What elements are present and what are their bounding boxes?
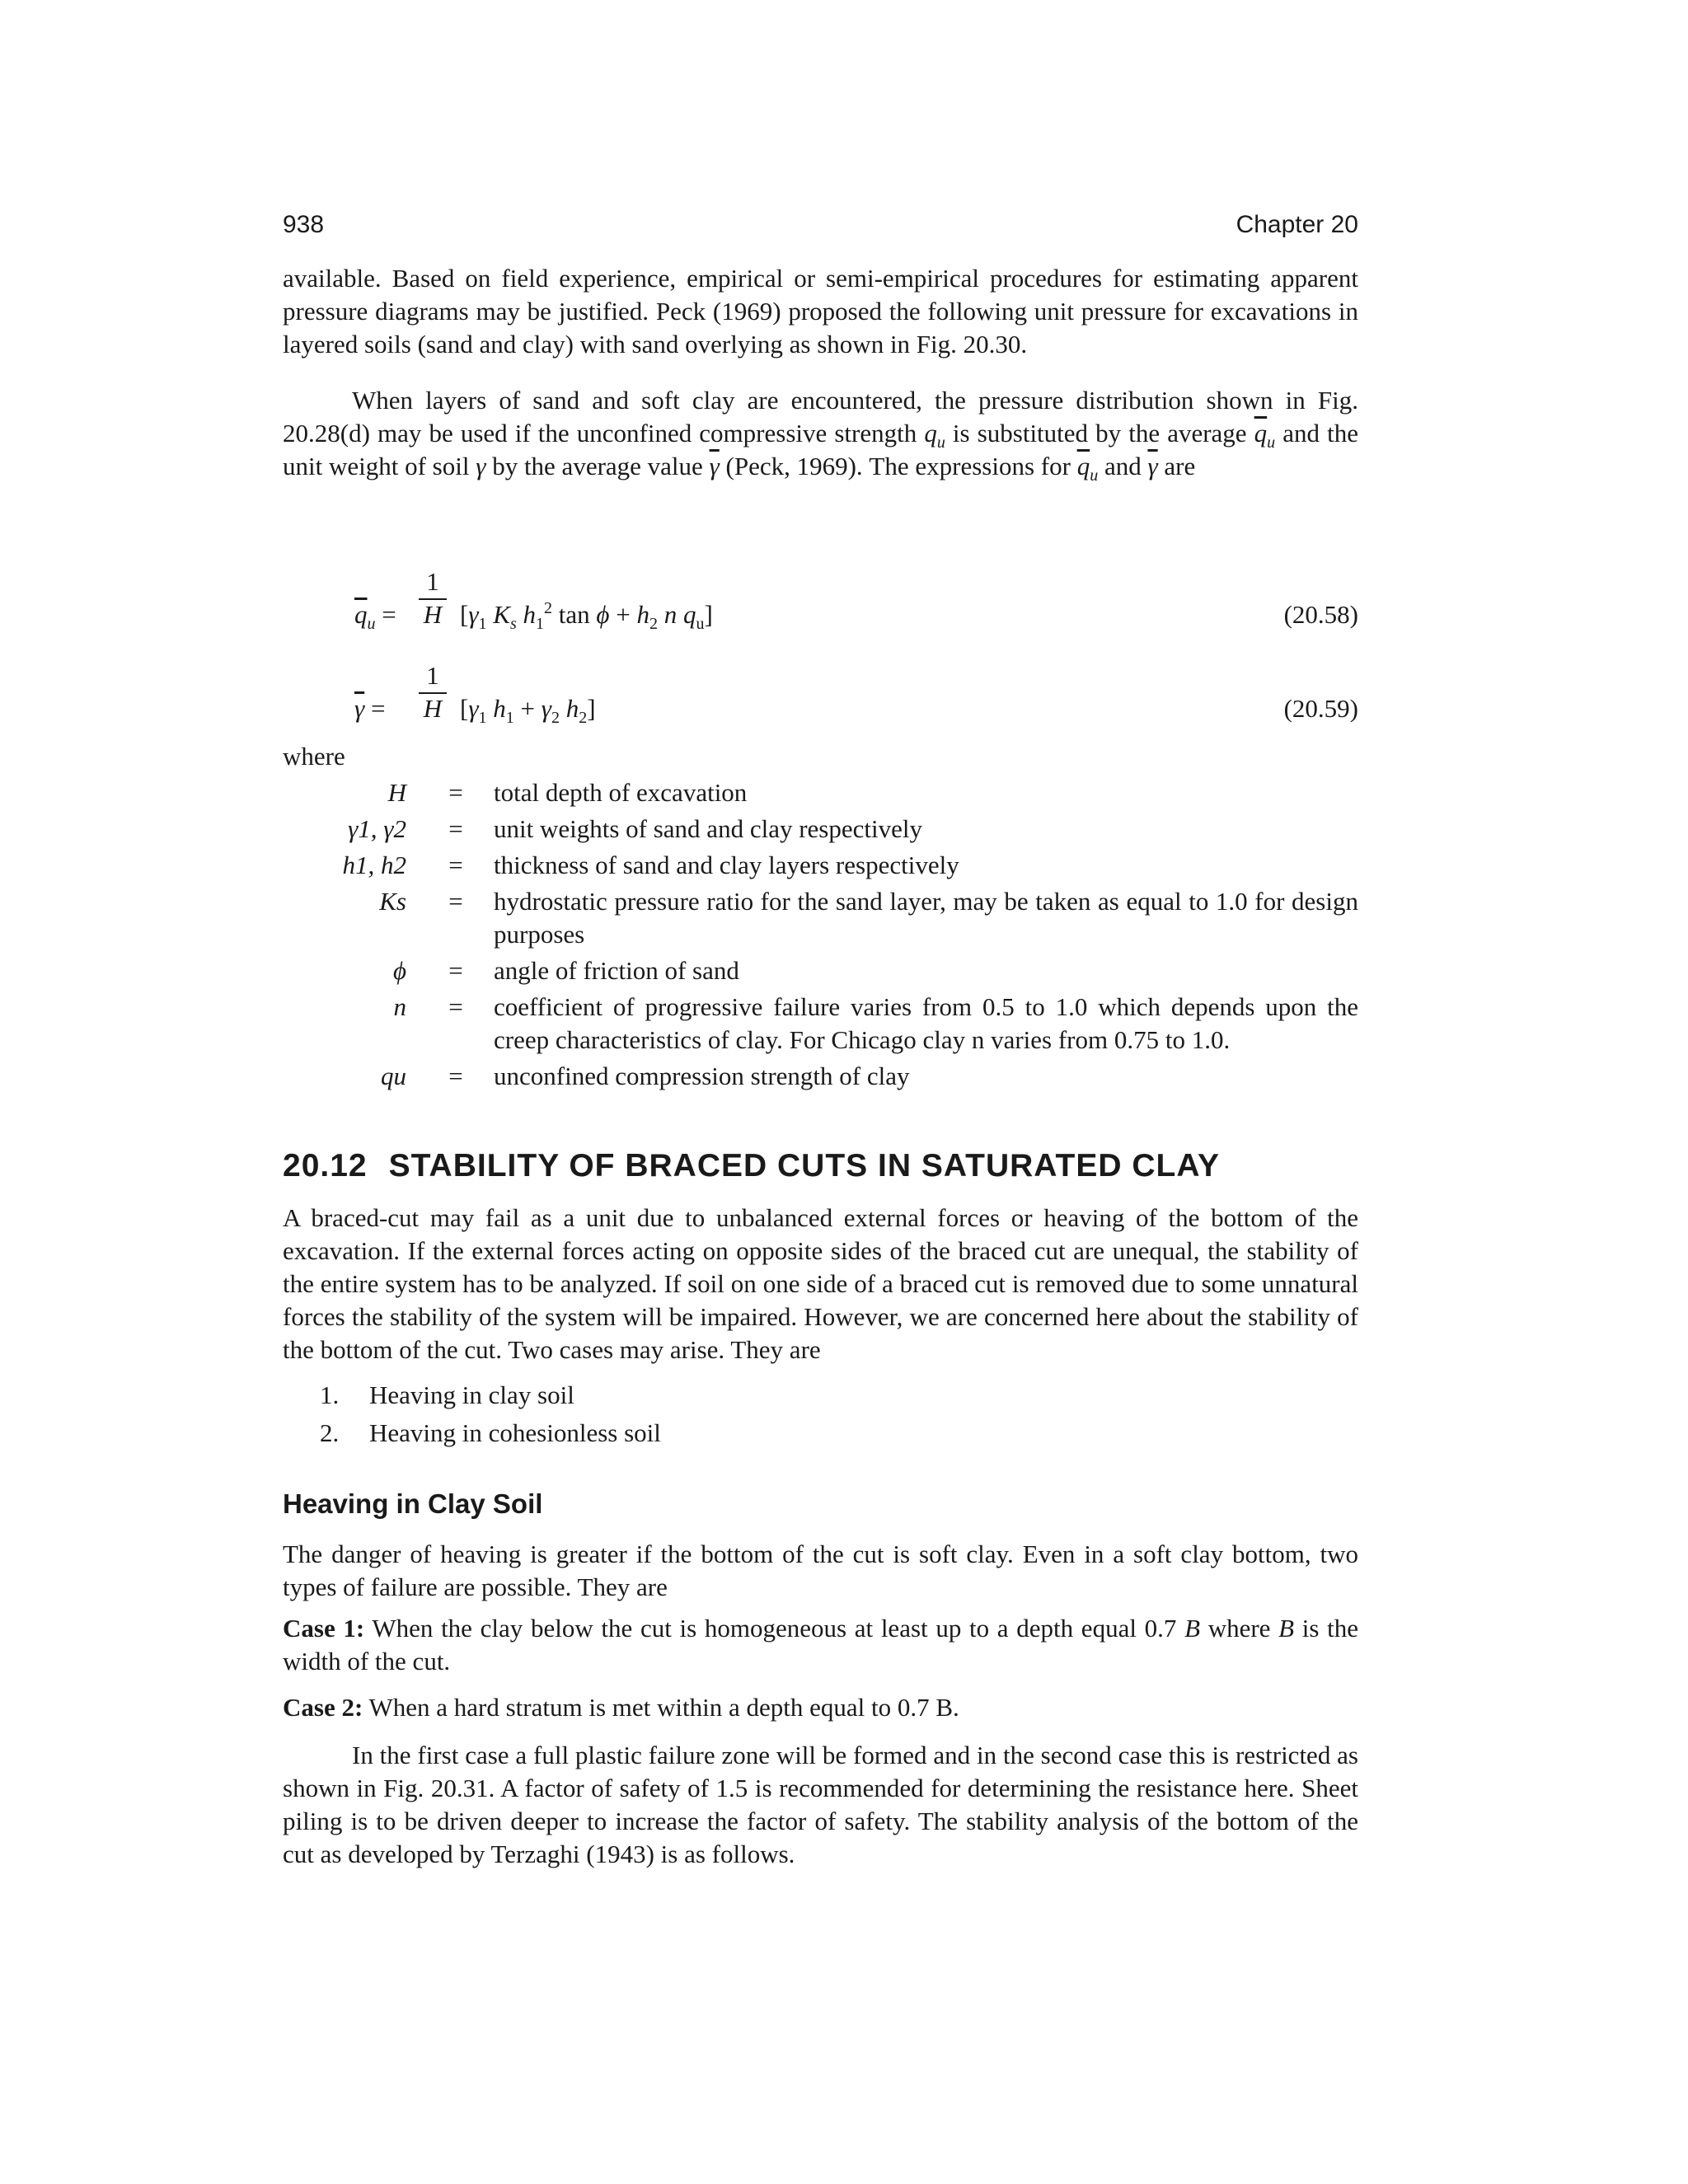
layered-soil-paragraph: When layers of sand and soft clay are encountered, the pressure distribution shown in Fig. 20.28(d) may be used if the unconfined compressive strength $q_u$ is substituted by the average $\overline{q}_u$ and the unit weight of soil γ by the average value $\overline{\gamma}$ (Peck, 1969). The expressions for $\overline{q}_u$ and $\overline{\gamma}$ are — [283, 386, 1358, 485]
equation-lhs: $\overline{\gamma}$ = — [354, 694, 386, 723]
definition-text: coefficient of progressive failure varies from 0.5 to 1.0 which depends upon the creep characteristics of clay. For Chicago clay n varies from 0.75 to 1.0. — [494, 992, 1358, 1054]
definition-row: h1, h2 = thickness of sand and clay layers respectively — [283, 849, 1358, 882]
subsection-heading: Heaving in Clay Soil — [283, 1488, 543, 1519]
equation-rhs: [$\gamma_1$ $K_s$ $h_1^2$ $\tan \phi + h_2$ n $q_u$] — [460, 599, 713, 633]
definition-row: ϕ = angle of friction of sand — [283, 954, 1358, 987]
equation-rhs: [$\gamma_1$ $h_1 + \gamma_2$ $h_2$] — [460, 694, 596, 727]
section-heading — [283, 1148, 1220, 1184]
cases-list — [320, 1376, 661, 1452]
definition-row: Ks = hydrostatic pressure ratio for the sand layer, may be taken as equal to 1.0 for design purposes — [283, 885, 1358, 951]
subsection-paragraph: The danger of heaving is greater if the bottom of the cut is soft clay. Even in a soft clay bottom, two types of failure are possible. They are — [283, 1540, 1358, 1601]
equation-fraction: $\frac{1}{H}$ — [419, 661, 447, 724]
definition-symbol: Ks — [379, 887, 406, 916]
equation-20-59 — [354, 661, 1358, 752]
equation-number: (20.59) — [1283, 694, 1358, 723]
closing-paragraph: In the first case a full plastic failure zone will be formed and in the second case this is restricted as shown in Fig. 20.31. A factor of safety of 1.5 is recommended for determining the resistance here. Sheet piling is to be driven deeper to increase the factor of safety. The stability analysis of the bottom of the cut as developed by Terzaghi (1943) is as follows. — [283, 1741, 1358, 1868]
list-item: 2. Heaving in cohesionless soil — [320, 1418, 661, 1447]
definition-row: qu = unconfined compression strength of clay — [283, 1060, 1358, 1093]
section-number: 20.12 — [283, 1148, 368, 1183]
definition-text: angle of friction of sand — [494, 956, 739, 985]
definition-text: thickness of sand and clay layers respectively — [494, 851, 959, 879]
definition-symbol: h1, h2 — [342, 851, 406, 879]
definition-text: hydrostatic pressure ratio for the sand layer, may be taken as equal to 1.0 for design purposes — [494, 887, 1358, 949]
definition-text: unit weights of sand and clay respectively — [494, 814, 922, 843]
chapter-label: Chapter 20 — [1236, 211, 1358, 238]
running-header — [283, 211, 1358, 244]
definition-row: γ1, γ2 = unit weights of sand and clay respectively — [283, 813, 1358, 846]
equation-lhs: $\overline{q}_u$ = — [354, 600, 396, 633]
definition-symbol: n — [393, 992, 406, 1021]
equation-fraction: $\frac{1}{H}$ — [419, 567, 447, 630]
intro-paragraph: available. Based on field experience, empirical or semi-empirical procedures for estimating apparent pressure diagrams may be justified. Peck (1969) proposed the following unit pressure for excavations in layered soils (sand and clay) with sand overlying as shown in Fig. 20.30. — [283, 264, 1358, 359]
list-item: 1. Heaving in clay soil — [320, 1380, 574, 1409]
section-title: STABILITY OF BRACED CUTS IN SATURATED CLAY — [388, 1148, 1220, 1183]
definition-text: total depth of excavation — [494, 778, 748, 807]
definition-row: n = coefficient of progressive failure varies from 0.5 to 1.0 which depends upon the creep characteristics of clay. For Chicago clay n varies from 0.75 to 1.0. — [283, 991, 1358, 1057]
definitions-list — [283, 776, 1358, 1096]
where-label: where — [283, 742, 345, 771]
definition-symbol: qu — [381, 1062, 406, 1090]
definition-row: H = total depth of excavation — [283, 776, 1358, 809]
case-1-paragraph: Case 1: When the clay below the cut is homogeneous at least up to a depth equal 0.7 B where B is the width of the cut. — [283, 1614, 1358, 1675]
page-number: 938 — [283, 211, 325, 238]
definition-symbol: H — [387, 778, 406, 807]
case-2-paragraph: Case 2: When a hard stratum is met within a depth equal to 0.7 B. — [283, 1693, 959, 1722]
definition-symbol: ϕ — [392, 956, 406, 985]
equation-20-58 — [354, 567, 1358, 658]
equation-number: (20.58) — [1283, 600, 1358, 629]
definition-text: unconfined compression strength of clay — [494, 1062, 910, 1090]
definition-symbol: γ1, γ2 — [348, 814, 406, 843]
section-paragraph: A braced-cut may fail as a unit due to unbalanced external forces or heaving of the bottom of the excavation. If the external forces acting on opposite sides of the braced cut are unequal, the stability of the entire system has to be analyzed. If soil on one side of a braced cut is removed due to some unnatural forces the stability of the system will be impaired. However, we are concerned here about the stability of the bottom of the cut. Two cases may arise. They are — [283, 1203, 1358, 1364]
